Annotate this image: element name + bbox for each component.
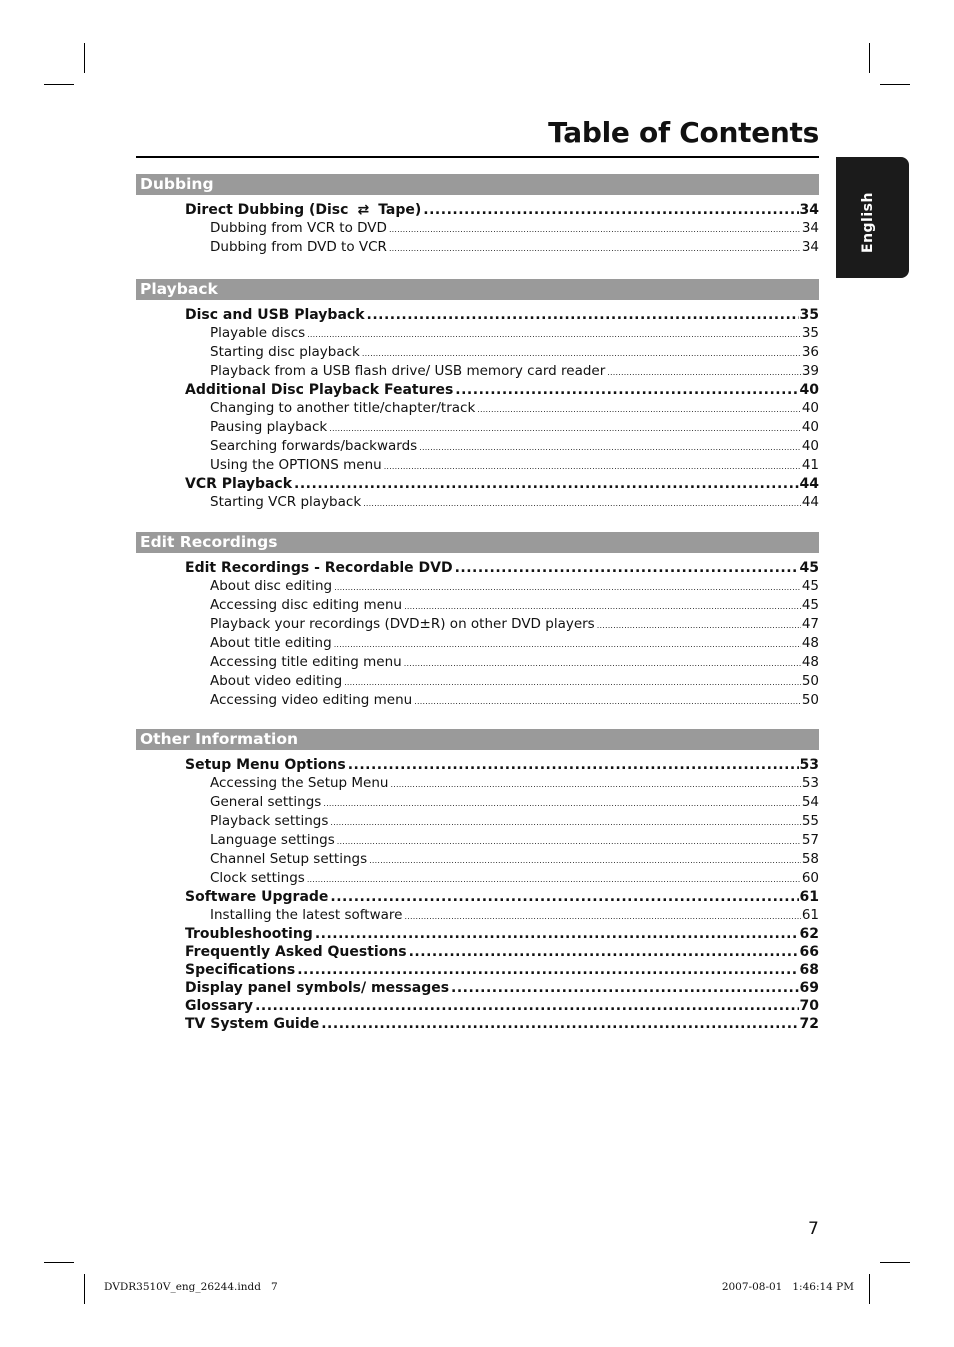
toc-entry-label: Playback from a USB flash drive/ USB memory card reader bbox=[210, 363, 606, 379]
leader-dots bbox=[455, 381, 798, 399]
leader-dots bbox=[455, 559, 799, 577]
toc-entry-label: General settings bbox=[210, 794, 322, 810]
toc-entry-label: About video editing bbox=[210, 673, 343, 689]
toc-entry[interactable] bbox=[136, 475, 819, 493]
toc-entry[interactable] bbox=[136, 343, 819, 362]
title-rule bbox=[136, 156, 819, 158]
toc-entry-label: VCR Playback bbox=[185, 476, 293, 492]
toc-entry-label: Dubbing from DVD to VCR bbox=[210, 239, 387, 255]
leader-dots bbox=[307, 325, 801, 344]
toc-entry-label: Additional Disc Playback Features bbox=[185, 382, 454, 398]
toc-entry[interactable] bbox=[136, 979, 819, 997]
leader-dots bbox=[389, 239, 801, 258]
leader-dots bbox=[363, 494, 801, 513]
leader-dots bbox=[348, 756, 799, 774]
toc-entry-label: About disc editing bbox=[210, 578, 333, 594]
crop-mark bbox=[44, 84, 74, 85]
toc-entry[interactable] bbox=[136, 634, 819, 653]
toc-entry-page: 45 bbox=[799, 560, 819, 576]
leader-dots bbox=[255, 997, 798, 1015]
toc-entry[interactable] bbox=[136, 219, 819, 238]
toc-entry-page: 40 bbox=[801, 419, 819, 435]
crop-mark bbox=[880, 1262, 910, 1263]
toc-entry-label: About title editing bbox=[210, 635, 332, 651]
toc-entry[interactable] bbox=[136, 1015, 819, 1033]
toc-entry[interactable] bbox=[136, 812, 819, 831]
toc-entry[interactable] bbox=[136, 888, 819, 906]
leader-dots bbox=[367, 306, 799, 324]
toc-entry-page: 48 bbox=[801, 654, 819, 670]
toc-entry-label: Pausing playback bbox=[210, 419, 328, 435]
section-heading: Playback bbox=[136, 279, 819, 300]
leader-dots bbox=[362, 344, 801, 363]
toc-entry-page: 34 bbox=[801, 239, 819, 255]
toc-entry-label: Channel Setup settings bbox=[210, 851, 368, 867]
toc-entry-label: Display panel symbols/ messages bbox=[185, 980, 450, 996]
toc-entry[interactable] bbox=[136, 906, 819, 925]
toc-entry-label: Frequently Asked Questions bbox=[185, 944, 407, 960]
toc-entry-page: 53 bbox=[801, 775, 819, 791]
toc-entry[interactable] bbox=[136, 238, 819, 257]
toc-entry-page: 48 bbox=[801, 635, 819, 651]
toc-entry[interactable] bbox=[136, 672, 819, 691]
toc-entry-label: Edit Recordings - Recordable DVD bbox=[185, 560, 453, 576]
swap-arrows-icon: ⇄ bbox=[357, 202, 370, 218]
toc-entry[interactable] bbox=[136, 997, 819, 1015]
leader-dots bbox=[390, 775, 800, 794]
crop-mark bbox=[84, 1274, 85, 1304]
toc-entry[interactable] bbox=[136, 774, 819, 793]
toc-entry[interactable] bbox=[136, 943, 819, 961]
toc-entry-label: Installing the latest software bbox=[210, 907, 403, 923]
toc-entry-label: Direct Dubbing (Disc bbox=[185, 202, 349, 218]
toc-entry-page: 47 bbox=[801, 616, 819, 632]
leader-dots bbox=[344, 673, 801, 692]
toc-entry-page: 61 bbox=[801, 907, 819, 923]
leader-dots bbox=[409, 943, 799, 961]
toc-entry-page: 44 bbox=[801, 494, 819, 510]
toc-entry-page: 40 bbox=[801, 400, 819, 416]
toc-entry-label: Setup Menu Options bbox=[185, 757, 346, 773]
toc-entry-label: Accessing video editing menu bbox=[210, 692, 413, 708]
toc-entry-label: Accessing the Setup Menu bbox=[210, 775, 389, 791]
section-heading: Dubbing bbox=[136, 174, 819, 195]
toc-entry[interactable] bbox=[136, 437, 819, 456]
section-heading: Edit Recordings bbox=[136, 532, 819, 553]
footer-filename: DVDR3510V_eng_26244.indd 7 bbox=[104, 1281, 278, 1293]
leader-dots bbox=[330, 813, 800, 832]
toc-entry-label: Specifications bbox=[185, 962, 296, 978]
toc-entry-page: 54 bbox=[801, 794, 819, 810]
leader-dots bbox=[607, 363, 801, 382]
toc-entry[interactable] bbox=[136, 493, 819, 512]
toc-entry[interactable] bbox=[136, 850, 819, 869]
toc-entry-label: Playback your recordings (DVD±R) on other DVD players bbox=[210, 616, 595, 632]
leader-dots bbox=[337, 832, 801, 851]
toc-entry[interactable] bbox=[136, 559, 819, 577]
toc-entry[interactable] bbox=[136, 577, 819, 596]
leader-dots bbox=[307, 870, 801, 889]
toc-entry-label: Accessing disc editing menu bbox=[210, 597, 403, 613]
leader-dots bbox=[330, 888, 798, 906]
toc-entry[interactable] bbox=[136, 381, 819, 399]
toc-entry[interactable] bbox=[136, 925, 819, 943]
crop-mark bbox=[44, 1262, 74, 1263]
toc-entry[interactable] bbox=[136, 615, 819, 634]
leader-dots bbox=[419, 438, 801, 457]
leader-dots bbox=[451, 979, 798, 997]
toc-entry-label: Changing to another title/chapter/track bbox=[210, 400, 476, 416]
leader-dots bbox=[334, 578, 801, 597]
toc-entry-label: Tape) bbox=[378, 202, 422, 218]
toc-entry[interactable] bbox=[136, 362, 819, 381]
toc-entry-page: 50 bbox=[801, 673, 819, 689]
toc-entry-page: 58 bbox=[801, 851, 819, 867]
toc-entry-label: Language settings bbox=[210, 832, 335, 848]
language-tab bbox=[836, 157, 909, 278]
toc-entry-page: 60 bbox=[801, 870, 819, 886]
toc-entry-page: 72 bbox=[799, 1016, 819, 1032]
toc-entry[interactable] bbox=[136, 756, 819, 774]
leader-dots bbox=[334, 635, 801, 654]
leader-dots bbox=[297, 961, 798, 979]
toc-entry-page: 53 bbox=[799, 757, 819, 773]
toc-entry-page: 35 bbox=[799, 307, 819, 323]
toc-entry-page: 57 bbox=[801, 832, 819, 848]
crop-mark bbox=[880, 84, 910, 85]
leader-dots bbox=[389, 220, 801, 239]
toc-entry-label: Glossary bbox=[185, 998, 254, 1014]
leader-dots bbox=[294, 475, 798, 493]
toc-entry-page: 34 bbox=[801, 220, 819, 236]
toc-entry[interactable] bbox=[136, 201, 819, 219]
page-title: Table of Contents bbox=[548, 116, 819, 149]
toc-entry-label: Troubleshooting bbox=[185, 926, 313, 942]
crop-mark bbox=[84, 43, 85, 73]
toc-entry[interactable] bbox=[136, 869, 819, 888]
toc-entry-page: 66 bbox=[799, 944, 819, 960]
toc-entry-page: 55 bbox=[801, 813, 819, 829]
toc-entry-label: Dubbing from VCR to DVD bbox=[210, 220, 387, 236]
leader-dots bbox=[477, 400, 801, 419]
toc-entry-page: 61 bbox=[799, 889, 819, 905]
toc-entry[interactable] bbox=[136, 399, 819, 418]
toc-entry-label: Accessing title editing menu bbox=[210, 654, 402, 670]
toc-entry-page: 62 bbox=[799, 926, 819, 942]
toc-entry-page: 40 bbox=[799, 382, 819, 398]
section-edit-recordings bbox=[136, 532, 819, 729]
toc-entry-page: 44 bbox=[799, 476, 819, 492]
leader-dots bbox=[369, 851, 801, 870]
toc-entry[interactable] bbox=[136, 306, 819, 324]
leader-dots bbox=[423, 201, 798, 219]
leader-dots bbox=[384, 457, 801, 476]
toc-entry-label: Playable discs bbox=[210, 325, 306, 341]
crop-mark bbox=[869, 43, 870, 73]
toc-entry-page: 45 bbox=[801, 597, 819, 613]
toc-entry-page: 68 bbox=[799, 962, 819, 978]
toc-entry-label: Clock settings bbox=[210, 870, 305, 886]
toc-entry[interactable] bbox=[136, 456, 819, 475]
toc-entry[interactable] bbox=[136, 324, 819, 343]
toc-entry[interactable] bbox=[136, 961, 819, 979]
toc-entry-page: 69 bbox=[799, 980, 819, 996]
toc-entry-page: 39 bbox=[801, 363, 819, 379]
toc-entry[interactable] bbox=[136, 831, 819, 850]
section-heading: Other Information bbox=[136, 729, 819, 750]
table-of-contents bbox=[136, 174, 819, 1033]
toc-entry[interactable] bbox=[136, 691, 819, 710]
toc-entry-label: Starting VCR playback bbox=[210, 494, 362, 510]
section-playback bbox=[136, 279, 819, 532]
crop-mark bbox=[869, 1274, 870, 1304]
toc-entry-label: Software Upgrade bbox=[185, 889, 329, 905]
leader-dots bbox=[315, 925, 799, 943]
page-number: 7 bbox=[808, 1219, 819, 1239]
toc-entry-page: 34 bbox=[799, 202, 819, 218]
leader-dots bbox=[597, 616, 801, 635]
language-tab-label: English bbox=[860, 192, 876, 253]
toc-entry[interactable] bbox=[136, 596, 819, 615]
leader-dots bbox=[414, 692, 801, 711]
leader-dots bbox=[323, 794, 800, 813]
toc-entry-label: TV System Guide bbox=[185, 1016, 320, 1032]
toc-entry-page: 45 bbox=[801, 578, 819, 594]
toc-entry-label: Searching forwards/backwards bbox=[210, 438, 418, 454]
footer-timestamp: 2007-08-01 1:46:14 PM bbox=[721, 1281, 854, 1293]
section-dubbing bbox=[136, 174, 819, 279]
toc-entry-label: Using the OPTIONS menu bbox=[210, 457, 382, 473]
toc-entry-page: 36 bbox=[801, 344, 819, 360]
leader-dots bbox=[321, 1015, 798, 1033]
leader-dots bbox=[404, 654, 801, 673]
toc-entry-page: 40 bbox=[801, 438, 819, 454]
toc-entry[interactable] bbox=[136, 418, 819, 437]
toc-entry[interactable] bbox=[136, 653, 819, 672]
toc-entry-label: Starting disc playback bbox=[210, 344, 360, 360]
toc-entry-page: 35 bbox=[801, 325, 819, 341]
toc-entry-page: 70 bbox=[799, 998, 819, 1014]
leader-dots bbox=[404, 597, 801, 616]
toc-entry[interactable] bbox=[136, 793, 819, 812]
toc-entry-page: 41 bbox=[801, 457, 819, 473]
toc-entry-page: 50 bbox=[801, 692, 819, 708]
toc-entry-label: Disc and USB Playback bbox=[185, 307, 365, 323]
leader-dots bbox=[404, 907, 800, 926]
toc-entry-label: Playback settings bbox=[210, 813, 329, 829]
leader-dots bbox=[329, 419, 801, 438]
section-other-information bbox=[136, 729, 819, 1033]
